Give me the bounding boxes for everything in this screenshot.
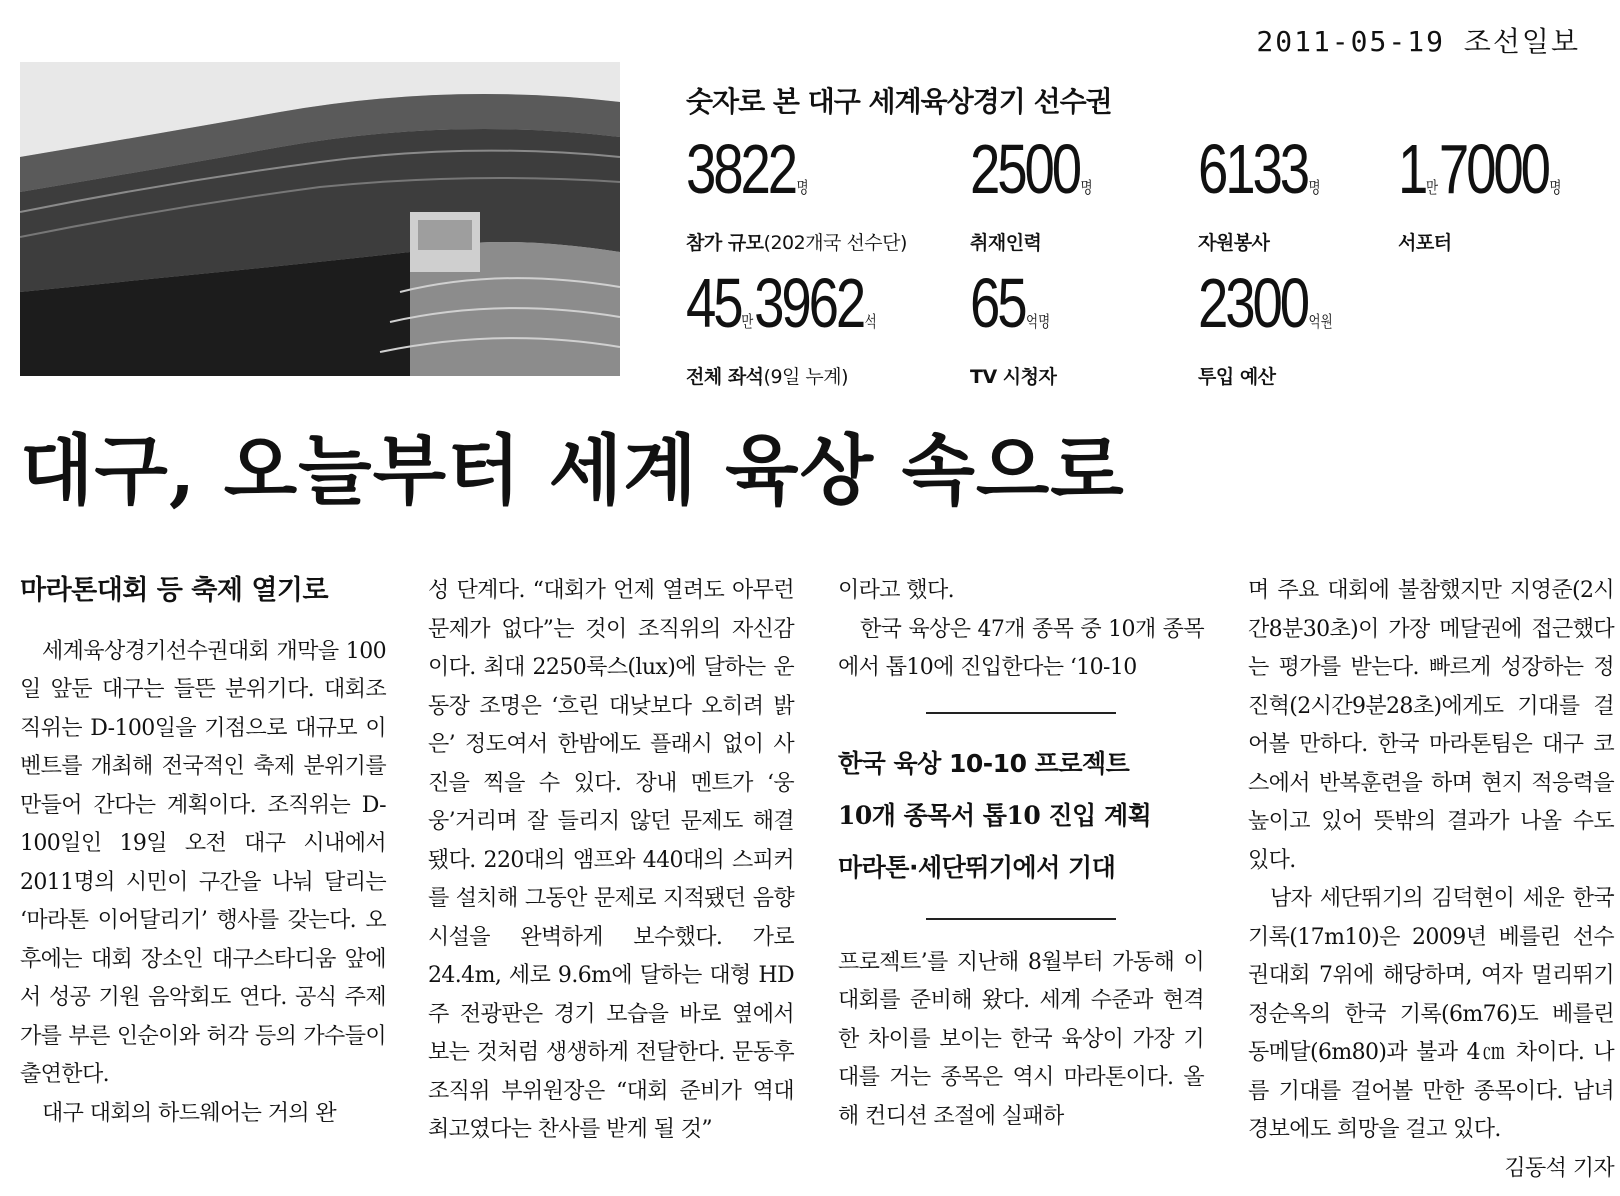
divider [926, 712, 1116, 714]
article-column-1 [20, 572, 386, 1133]
pull-quote-box [838, 712, 1204, 920]
stat-volunteers: 6133명 자원봉사 [1198, 130, 1321, 254]
stat-tv-viewers: 65억명 TV 시청자 [970, 264, 1057, 388]
section-subhead: 마라톤대회 등 축제 열기로 [20, 575, 329, 606]
stat-supporters: 1만7000명 서포터 [1398, 130, 1562, 254]
paragraph: 며 주요 대회에 불참했지만 지영준(2시간8분30초)이 가장 메달권에 접근했다는 평가를 받는다. 빠르게 성장하는 정진혁(2시간9분28초)에게도 기대를 걸어볼 만하다. 한국 마라톤팀은 대구 코스에서 반복훈련을 하며 현지 적응력을 높이고 있어 뜻밖의 결과가 나올 수도 있다. [1248, 578, 1614, 873]
stat-participants: 3822명 참가 규모(202개국 선수단) [686, 130, 907, 254]
stat-budget: 2300억원 투입 예산 [1198, 264, 1333, 388]
article-column-4 [1248, 572, 1614, 1188]
divider [926, 918, 1116, 920]
dateline: 2011-05-19 조선일보 [1256, 25, 1580, 58]
box-line-1: 한국 육상 10-10 프로젝트 [838, 748, 1130, 778]
paragraph: 성 단계다. “대회가 언제 열려도 아무런 문제가 없다”는 것이 조직위의 자신감이다. 최대 2250룩스(lux)에 달하는 운동장 조명은 ‘흐린 대낮보다 오히려 밝은’ 정도여서 한밤에도 플래시 없이 사진을 찍을 수 있다. 장내 멘트가 ‘웅웅’거리며 잘 들리지 않던 문제도 해결됐다. 220대의 앰프와 440대의 스피커를 설치해 그동안 문제로 지적됐던 음향시설을 완벽하게 보수했다. 가로 24.4m, 세로 9.6m에 달하는 대형 HD 주 전광판은 경기 모습을 바로 옆에서 보는 것처럼 생생하게 전달한다. 문동후 조직위 부위원장은 “대회 준비가 역대 최고였다는 찬사를 받게 될 것” [428, 578, 794, 1142]
box-line-2: 10개 종목서 톱10 진입 계획 [838, 800, 1152, 830]
byline: 김동석 기자 [1504, 1155, 1614, 1181]
paragraph: 세계육상경기선수권대회 개막을 100일 앞둔 대구는 들뜬 분위기다. 대회조직위는 D-100일을 기점으로 대규모 이벤트를 개최해 전국적인 축제 분위기를 만들어 간다는 계획이다. 조직위는 D-100일인 19일 오전 대구 시내에서 2011명의 시민이 구간을 나눠 달리는 ‘마라톤 이어달리기’ 행사를 갖는다. 오후에는 대회 장소인 대구스타디움 앞에서 성공 기원 음악회도 연다. 공식 주제가를 부른 인순이와 허각 등의 가수들이 출연한다. [20, 638, 386, 1087]
headline: 대구, 오늘부터 세계 육상 속으로 [20, 426, 1125, 515]
paragraph: 프로젝트’를 지난해 8월부터 가동해 이 대회를 준비해 왔다. 세계 수준과 현격한 차이를 보이는 한국 육상이 가장 기대를 거는 종목은 역시 마라톤이다. 올해 컨디션 조절에 실패하 [838, 949, 1204, 1129]
paragraph: 남자 세단뛰기의 김덕현이 세운 한국 기록(17m10)은 2009년 베를린 선수권대회 7위에 해당하며, 여자 멀리뛰기 정순옥의 한국 기록(6m76)도 베를린 동메달(6m80)과 불과 4㎝ 차이다. 나름 기대를 걸어볼 만한 종목이다. 남녀 경보에도 희망을 걸고 있다. [1248, 886, 1614, 1142]
stadium-photo [20, 62, 620, 376]
stat-press: 2500명 취재인력 [970, 130, 1093, 254]
paragraph: 대구 대회의 하드웨어는 거의 완 [42, 1100, 337, 1126]
paragraph: 한국 육상은 47개 종목 중 10개 종목에서 톱10에 진입한다는 ‘10-10 [838, 616, 1204, 680]
article-column-3 [838, 572, 1204, 1136]
article-column-2 [428, 572, 794, 1150]
paragraph: 이라고 했다. [838, 578, 955, 603]
stat-seats: 45만3962석 전체 좌석(9일 누계) [686, 264, 877, 388]
stats-title: 숫자로 본 대구 세계육상경기 선수권 [686, 85, 1112, 118]
box-line-3: 마라톤·세단뛰기에서 기대 [838, 852, 1116, 882]
